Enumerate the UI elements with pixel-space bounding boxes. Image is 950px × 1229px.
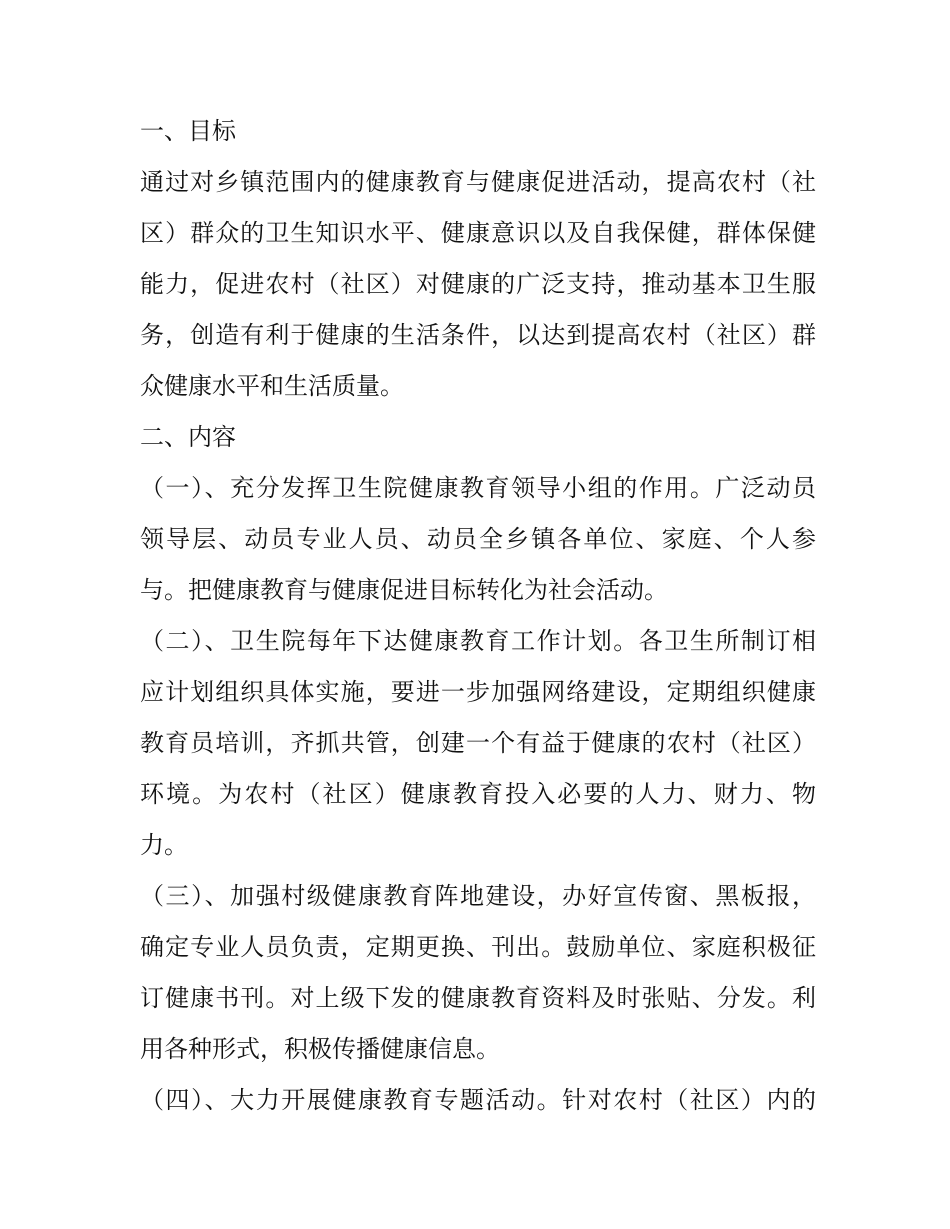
paragraph-line: 能力，促进农村（社区）对健康的广泛支持，推动基本卫生服 [140,270,816,298]
paragraph-line: 力。 [140,831,188,859]
paragraph-line: 众健康水平和生活质量。 [140,372,404,400]
paragraph-line: 区）群众的卫生知识水平、健康意识以及自我保健，群体保健 [140,219,816,247]
paragraph-line: 用各种形式，积极传播健康信息。 [140,1035,500,1063]
paragraph-line: 与。把健康教育与健康促进目标转化为社会活动。 [140,576,668,604]
paragraph-line: （二）、卫生院每年下达健康教育工作计划。各卫生所制订相 [140,627,816,655]
paragraph-line: （一）、充分发挥卫生院健康教育领导小组的作用。广泛动员 [140,474,816,502]
paragraph-line: 订健康书刊。对上级下发的健康教育资料及时张贴、分发。利 [140,984,816,1012]
paragraph-line: 务，创造有利于健康的生活条件，以达到提高农村（社区）群 [140,321,816,349]
paragraph-line: 通过对乡镇范围内的健康教育与健康促进活动，提高农村（社 [140,168,816,196]
paragraph-line: （四）、大力开展健康教育专题活动。针对农村（社区）内的 [140,1086,816,1114]
section-heading-goal: 一、目标 [140,117,236,145]
paragraph-line: 领导层、动员专业人员、动员全乡镇各单位、家庭、个人参 [140,525,816,553]
paragraph-line: 教育员培训，齐抓共管，创建一个有益于健康的农村（社区） [140,729,816,757]
section-heading-content: 二、内容 [140,423,236,451]
document-body [140,106,816,1126]
paragraph-line: 应计划组织具体实施，要进一步加强网络建设，定期组织健康 [140,678,816,706]
paragraph-line: 确定专业人员负责，定期更换、刊出。鼓励单位、家庭积极征 [140,933,816,961]
paragraph-line: 环境。为农村（社区）健康教育投入必要的人力、财力、物 [140,780,816,808]
paragraph-line: （三）、加强村级健康教育阵地建设，办好宣传窗、黑板报， [140,882,816,910]
